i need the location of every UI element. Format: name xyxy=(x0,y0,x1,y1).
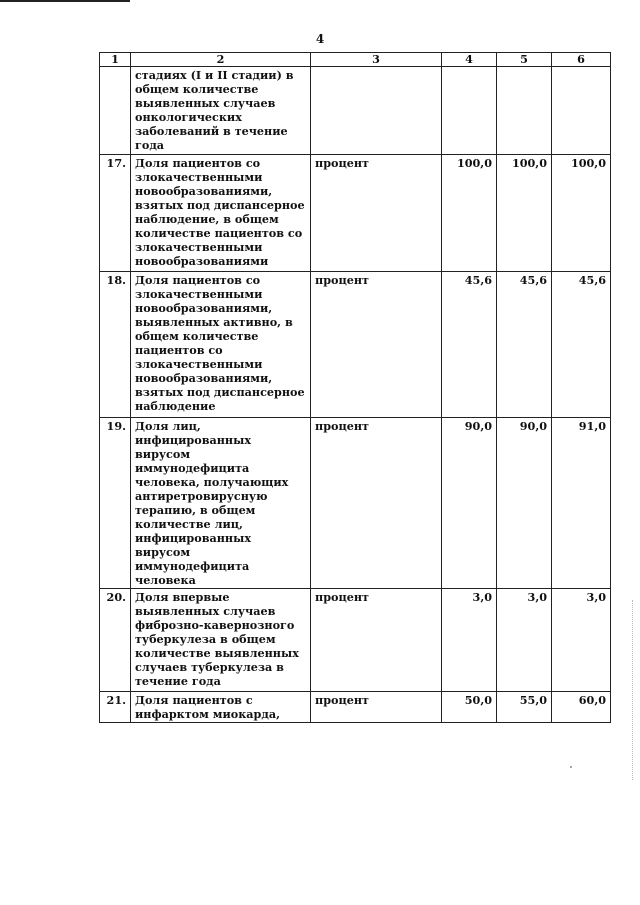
column-header: 2 xyxy=(131,53,311,67)
value-col-4: 50,0 xyxy=(442,692,497,723)
table-header-row xyxy=(100,53,611,67)
indicator-unit: процент xyxy=(311,692,442,723)
indicator-description: Доля пациентов со злокачественными новообразованиями, взятых под диспансерное наблюдение, в общем количестве пациентов со злокачественными новообразованиями xyxy=(131,155,311,272)
value-col-6: 100,0 xyxy=(552,155,611,272)
row-number xyxy=(100,67,131,155)
row-number: 21. xyxy=(100,692,131,723)
indicator-unit: процент xyxy=(311,272,442,418)
value-col-6: 91,0 xyxy=(552,418,611,589)
column-header: 5 xyxy=(497,53,552,67)
value-col-5 xyxy=(497,67,552,155)
value-col-5: 90,0 xyxy=(497,418,552,589)
page-number: 4 xyxy=(315,32,325,46)
indicator-unit: процент xyxy=(311,418,442,589)
indicator-description: стадиях (I и II стадии) в общем количестве выявленных случаев онкологических заболеваний в течение года xyxy=(131,67,311,155)
indicators-table xyxy=(99,52,611,723)
row-number: 17. xyxy=(100,155,131,272)
scan-margin-marks xyxy=(632,600,634,780)
column-header: 1 xyxy=(100,53,131,67)
column-header: 3 xyxy=(311,53,442,67)
scan-speck xyxy=(570,766,572,768)
indicator-description: Доля впервые выявленных случаев фиброзно-кавернозного туберкулеза в общем количестве выявленных случаев туберкулеза в течение года xyxy=(131,589,311,692)
value-col-6: 45,6 xyxy=(552,272,611,418)
indicator-unit xyxy=(311,67,442,155)
value-col-5: 55,0 xyxy=(497,692,552,723)
table-row xyxy=(100,155,611,272)
value-col-4: 3,0 xyxy=(442,589,497,692)
indicator-unit: процент xyxy=(311,589,442,692)
top-rule xyxy=(0,0,130,2)
table-row xyxy=(100,67,611,155)
value-col-5: 3,0 xyxy=(497,589,552,692)
row-number: 20. xyxy=(100,589,131,692)
value-col-6: 60,0 xyxy=(552,692,611,723)
value-col-4: 100,0 xyxy=(442,155,497,272)
indicator-description: Доля пациентов со злокачественными новообразованиями, выявленных активно, в общем количестве пациентов со злокачественными новообразованиями, взятых под диспансерное наблюдение xyxy=(131,272,311,418)
row-number: 19. xyxy=(100,418,131,589)
indicator-unit: процент xyxy=(311,155,442,272)
value-col-6 xyxy=(552,67,611,155)
table-row xyxy=(100,692,611,723)
value-col-6: 3,0 xyxy=(552,589,611,692)
value-col-4: 90,0 xyxy=(442,418,497,589)
indicator-description: Доля лиц, инфицированных вирусом иммунодефицита человека, получающих антиретровирусную терапию, в общем количестве лиц, инфицированных вирусом иммунодефицита человека xyxy=(131,418,311,589)
table-row xyxy=(100,589,611,692)
value-col-4: 45,6 xyxy=(442,272,497,418)
row-number: 18. xyxy=(100,272,131,418)
table-row xyxy=(100,418,611,589)
column-header: 4 xyxy=(442,53,497,67)
value-col-4 xyxy=(442,67,497,155)
table-row xyxy=(100,272,611,418)
value-col-5: 100,0 xyxy=(497,155,552,272)
column-header: 6 xyxy=(552,53,611,67)
value-col-5: 45,6 xyxy=(497,272,552,418)
indicator-description: Доля пациентов с инфарктом миокарда, xyxy=(131,692,311,723)
